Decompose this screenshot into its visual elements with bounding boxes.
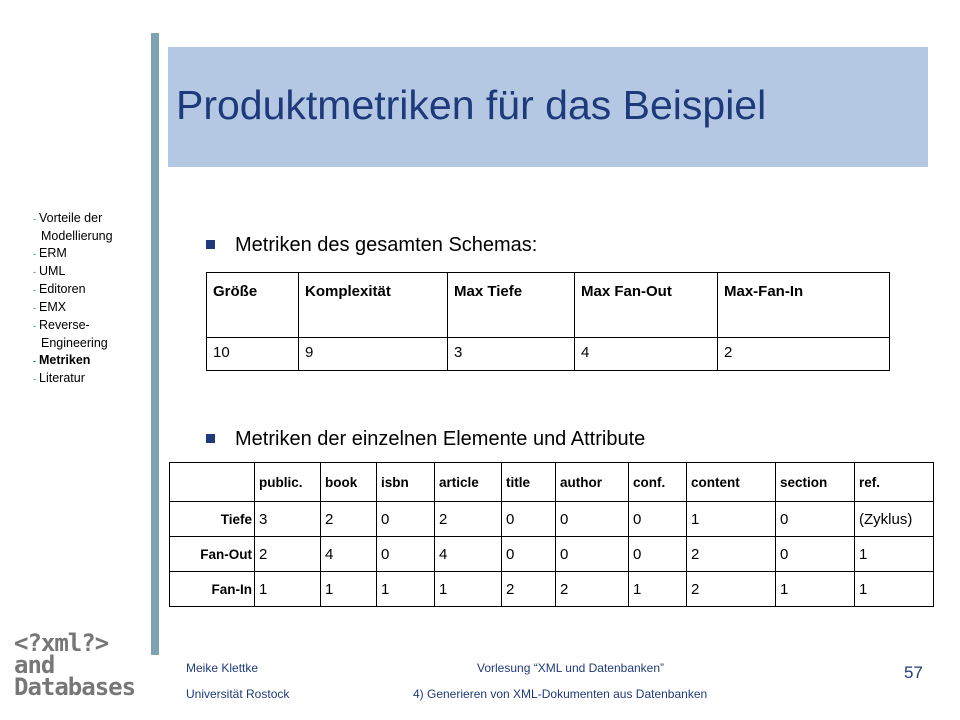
nav-dash-icon: - — [33, 356, 36, 366]
value-cell: 2 — [321, 502, 377, 537]
sidebar-nav — [33, 210, 113, 388]
footer-author: Meike Klettke — [186, 661, 259, 675]
nav-item-metriken[interactable]: - Metriken — [33, 353, 91, 367]
nav-dash-icon: - — [33, 374, 36, 384]
value-cell: 0 — [629, 537, 687, 572]
vertical-divider-bar — [151, 33, 159, 655]
header-cell: content — [687, 463, 776, 502]
value-cell: 1 — [776, 572, 855, 607]
header-cell: Größe — [207, 273, 299, 338]
xml-databases-logo: <?xml?> and Databases — [14, 629, 136, 701]
square-bullet-icon — [206, 434, 215, 443]
nav-dash-icon: - — [33, 267, 36, 277]
value-cell: 2 — [556, 572, 629, 607]
nav-item-literatur[interactable]: - Literatur — [33, 371, 85, 385]
page-number: 57 — [904, 663, 923, 682]
value-cell: 1 — [255, 572, 321, 607]
value-cell: 2 — [255, 537, 321, 572]
value-cell: 0 — [502, 537, 556, 572]
header-cell: Max-Fan-In — [718, 273, 890, 338]
header-cell: Max Fan-Out — [575, 273, 718, 338]
value-cell: 1 — [321, 572, 377, 607]
value-cell: 2 — [435, 502, 502, 537]
footer-lecture: Vorlesung “XML und Datenbanken” — [477, 661, 665, 675]
value-cell: 4 — [435, 537, 502, 572]
nav-dash-icon: - — [33, 303, 36, 313]
row-label: Fan-In — [170, 572, 255, 607]
value-cell: 4 — [321, 537, 377, 572]
header-cell: book — [321, 463, 377, 502]
footer-chapter: 4) Generieren von XML-Dokumenten aus Datenbanken — [413, 687, 708, 701]
nav-item-emx[interactable]: - EMX — [33, 300, 67, 314]
value-cell: 1 — [629, 572, 687, 607]
value-cell: 1 — [687, 502, 776, 537]
header-cell: public. — [255, 463, 321, 502]
value-cell: 4 — [575, 338, 718, 371]
value-cell: 0 — [377, 502, 435, 537]
value-cell: 3 — [255, 502, 321, 537]
element-metrics-table — [169, 462, 934, 607]
header-cell: title — [502, 463, 556, 502]
value-cell: 2 — [718, 338, 890, 371]
value-cell: 2 — [502, 572, 556, 607]
table-row — [170, 572, 934, 607]
footer-university: Universität Rostock — [186, 687, 290, 701]
value-cell: 0 — [556, 502, 629, 537]
value-cell: 0 — [776, 502, 855, 537]
header-cell: article — [435, 463, 502, 502]
table-row — [207, 338, 890, 371]
value-cell: 2 — [687, 572, 776, 607]
nav-item-editoren[interactable]: - Editoren — [33, 282, 86, 296]
value-cell: 1 — [435, 572, 502, 607]
header-cell: conf. — [629, 463, 687, 502]
nav-item-reverse-engineering[interactable]: - Reverse- Engineering — [33, 318, 108, 350]
value-cell: (Zyklus) — [855, 502, 934, 537]
header-cell: Komplexität — [299, 273, 448, 338]
table-header-row — [207, 273, 890, 338]
nav-dash-icon: - — [33, 285, 36, 295]
header-cell: author — [556, 463, 629, 502]
value-cell: 0 — [502, 502, 556, 537]
value-cell: 1 — [377, 572, 435, 607]
header-cell: Max Tiefe — [448, 273, 575, 338]
value-cell: 0 — [629, 502, 687, 537]
slide-title: Produktmetriken für das Beispiel — [176, 82, 767, 128]
header-cell: isbn — [377, 463, 435, 502]
schema-metrics-table — [206, 272, 890, 371]
value-cell: 2 — [687, 537, 776, 572]
value-cell: 0 — [776, 537, 855, 572]
nav-item-vorteile[interactable]: - Vorteile der Modellierung — [33, 211, 113, 243]
row-label: Tiefe — [170, 502, 255, 537]
header-cell: section — [776, 463, 855, 502]
nav-dash-icon: - — [33, 214, 36, 224]
square-bullet-icon — [206, 240, 215, 249]
value-cell: 10 — [207, 338, 299, 371]
bullet-schema-metrics: Metriken des gesamten Schemas: — [206, 234, 537, 257]
row-label: Fan-Out — [170, 537, 255, 572]
nav-dash-icon: - — [33, 321, 36, 331]
table-row — [170, 537, 934, 572]
header-cell: ref. — [855, 463, 934, 502]
table-row — [170, 502, 934, 537]
nav-item-uml[interactable]: - UML — [33, 264, 66, 278]
bullet-element-metrics: Metriken der einzelnen Elemente und Attribute — [206, 428, 645, 451]
value-cell: 1 — [855, 572, 934, 607]
corner-cell — [170, 463, 255, 502]
table-header-row — [170, 463, 934, 502]
nav-item-erm[interactable]: - ERM — [33, 246, 67, 260]
value-cell: 0 — [377, 537, 435, 572]
nav-dash-icon: - — [33, 249, 36, 259]
value-cell: 3 — [448, 338, 575, 371]
value-cell: 9 — [299, 338, 448, 371]
value-cell: 0 — [556, 537, 629, 572]
value-cell: 1 — [855, 537, 934, 572]
